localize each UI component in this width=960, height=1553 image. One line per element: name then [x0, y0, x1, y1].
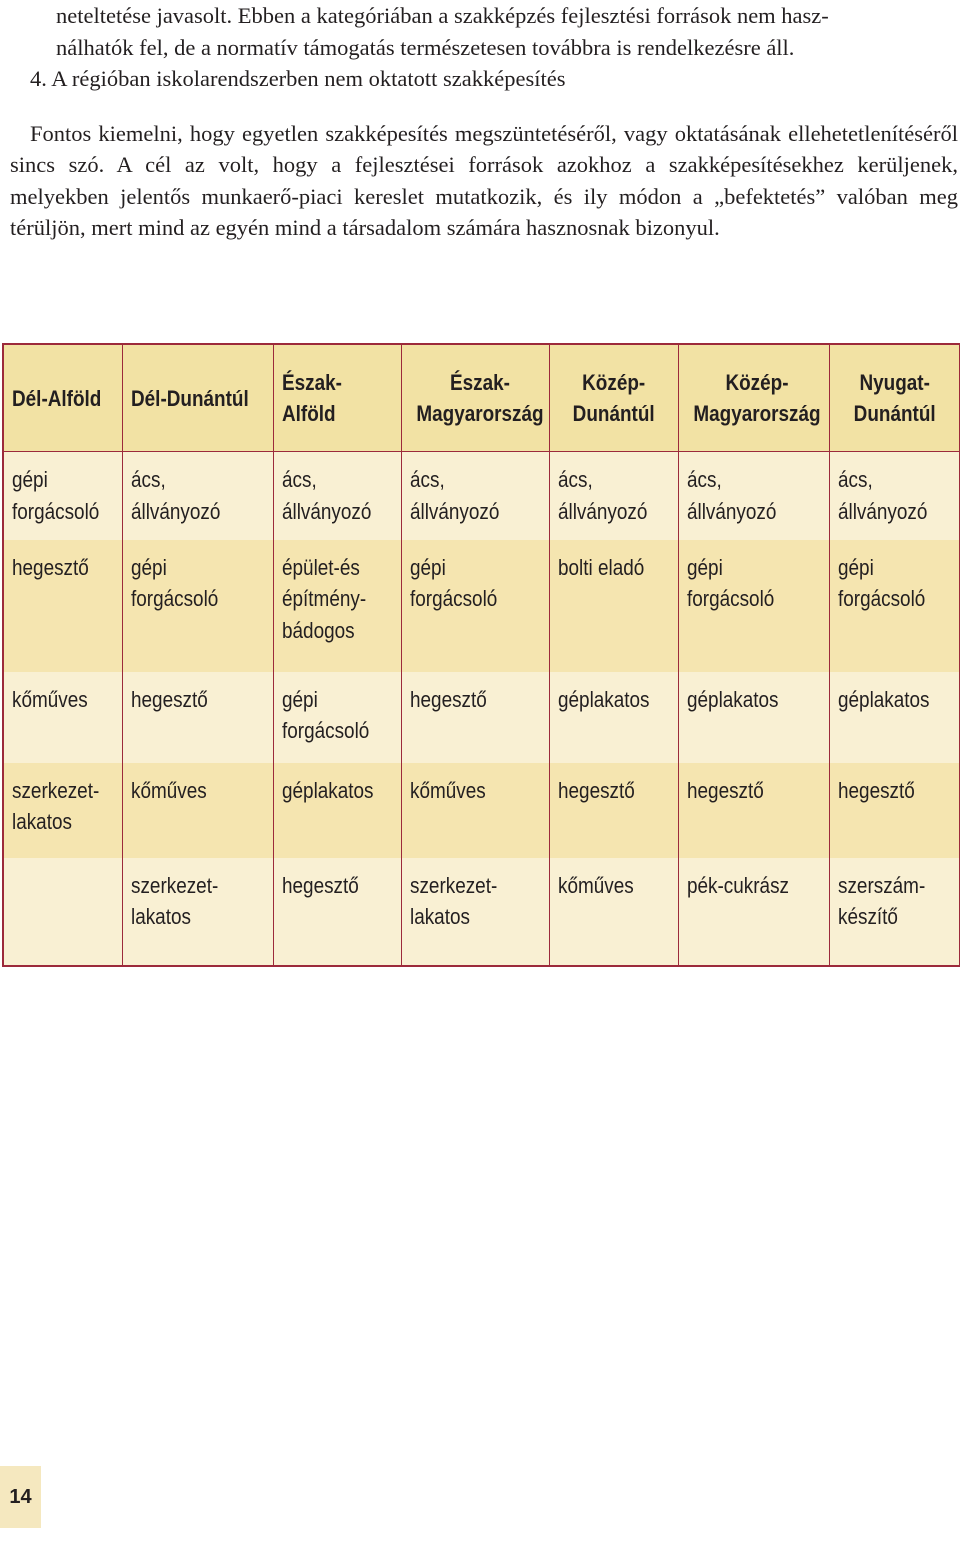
table-cell: hegesztő [401, 672, 549, 763]
table-row [3, 452, 960, 540]
table-header-row [3, 344, 960, 452]
header-cell: Észak- Magyarország [401, 344, 549, 452]
table-cell: gépi forgácsoló [678, 540, 829, 672]
table-cell: gépi forgácsoló [401, 540, 549, 672]
table-cell: kőműves [401, 763, 549, 858]
table-cell: gépi forgácsoló [122, 540, 273, 672]
table-cell: kőműves [549, 858, 678, 966]
table-cell: szerkezet- lakatos [122, 858, 273, 966]
table-row [3, 672, 960, 763]
table-cell: ács, állványozó [122, 452, 273, 540]
table-cell: géplakatos [549, 672, 678, 763]
table-cell: kőműves [122, 763, 273, 858]
region-table [2, 343, 960, 967]
table-row [3, 763, 960, 858]
table-cell: bolti eladó [549, 540, 678, 672]
table-cell [3, 858, 122, 966]
text-line-1: neteltetése javasolt. Ebben a kategóriában a szakképzés fejlesztési források nem hasz- [56, 3, 829, 28]
table-cell: géplakatos [273, 763, 401, 858]
header-cell: Nyugat- Dunántúl [829, 344, 960, 452]
table-row [3, 858, 960, 966]
table-cell: gépi forgácsoló [273, 672, 401, 763]
table-cell: ács, állványozó [273, 452, 401, 540]
table-cell: pék-cukrász [678, 858, 829, 966]
table-cell: hegesztő [273, 858, 401, 966]
header-cell: Közép- Dunántúl [549, 344, 678, 452]
table-cell: épület-és építmény- bádogos [273, 540, 401, 672]
table-cell: hegesztő [829, 763, 960, 858]
table-cell: géplakatos [829, 672, 960, 763]
table-cell: gépi forgácsoló [829, 540, 960, 672]
text-line-2: nálhatók fel, de a normatív támogatás természetesen továbbra is rendelkezésre áll. [56, 34, 795, 60]
table-cell: szerszám- készítő [829, 858, 960, 966]
table-cell: hegesztő [3, 540, 122, 672]
header-cell: Dél-Alföld [3, 344, 122, 452]
table-cell: ács, állványozó [401, 452, 549, 540]
table-cell: ács, állványozó [549, 452, 678, 540]
list-item-4: 4. A régióban iskolarendszerben nem oktatott szakképesítés [30, 66, 566, 91]
header-cell: Észak-Alföld [273, 344, 401, 452]
table-cell: szerkezet- lakatos [3, 763, 122, 858]
header-cell: Közép- Magyarország [678, 344, 829, 452]
table-cell: hegesztő [678, 763, 829, 858]
body-text [10, 0, 958, 244]
table-cell: hegesztő [549, 763, 678, 858]
table-row [3, 540, 960, 672]
table-cell: ács, állványozó [829, 452, 960, 540]
header-cell: Dél-Dunántúl [122, 344, 273, 452]
table-cell: kőműves [3, 672, 122, 763]
table-cell: hegesztő [122, 672, 273, 763]
table-cell: ács, állványozó [678, 452, 829, 540]
table-cell: gépi forgácsoló [3, 452, 122, 540]
table-cell: szerkezet- lakatos [401, 858, 549, 966]
page-number: 14 [0, 1466, 41, 1528]
paragraph: Fontos kiemelni, hogy egyetlen szakképesítés megszüntetéséről, vagy oktatásának ellehetetlenítéséről sincs szó. A cél az volt, hogy a fejlesztései források azokhoz a szakképesítésekhez kerüljenek, melyekben jelentős munkaerő-piaci kereslet mutatkozik, és ily módon a „befektetés” valóban meg térüljön, mert mind az egyén mind a társadalom számára hasznosnak bizonyul. [10, 120, 958, 240]
table-cell: géplakatos [678, 672, 829, 763]
